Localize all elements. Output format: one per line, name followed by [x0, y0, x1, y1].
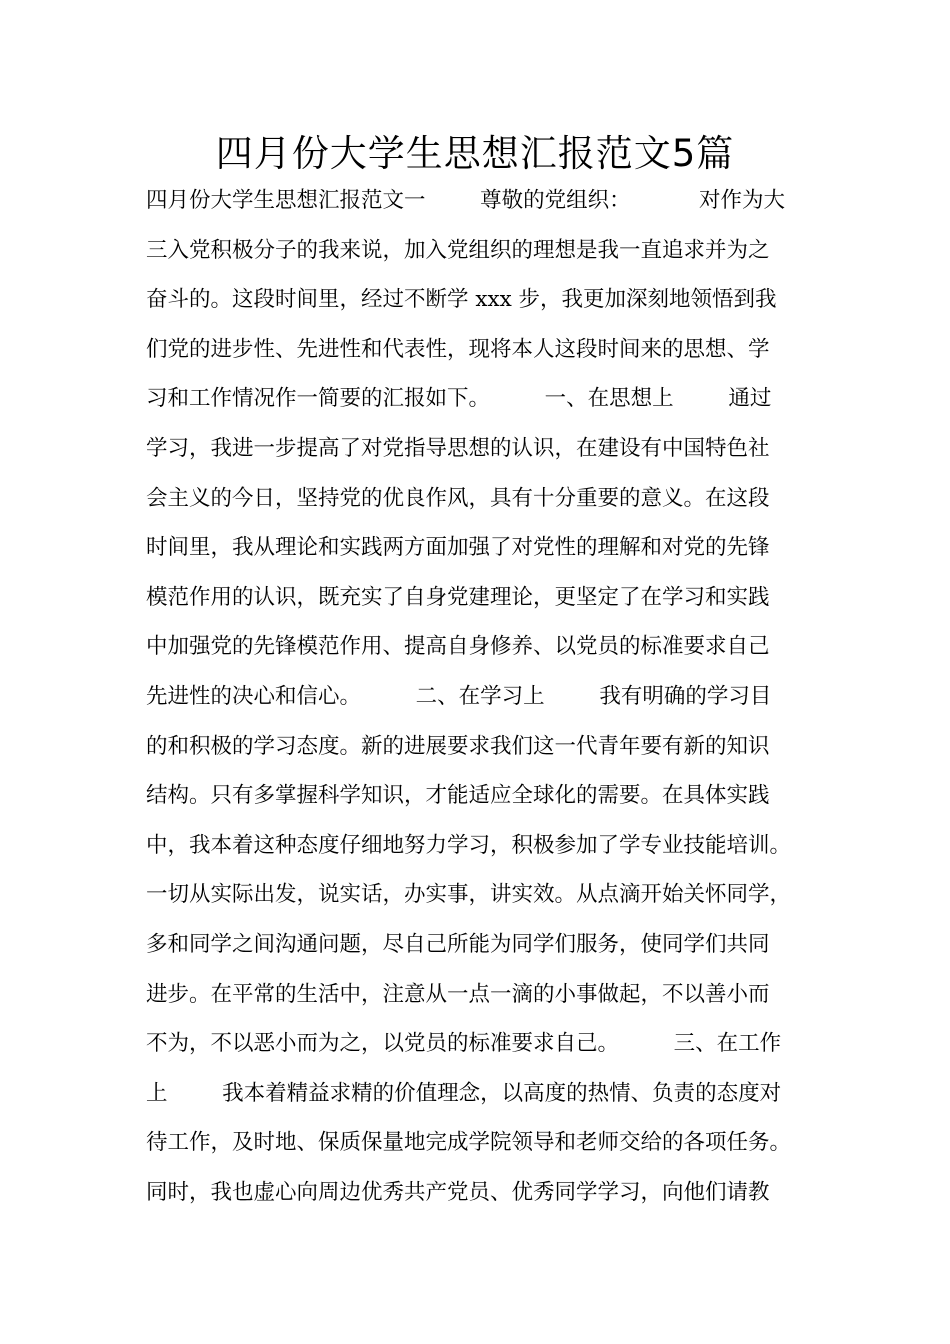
document-title: 四月份大学生思想汇报范文5篇: [215, 132, 735, 175]
body-line: 中，我本着这种态度仔细地努力学习，积极参加了学专业技能培训。: [146, 832, 792, 858]
body-line: 会主义的今日，坚持党的优良作风，具有十分重要的意义。在这段: [146, 485, 770, 511]
body-line: 待工作，及时地、保质保量地完成学院领导和老师交给的各项任务。: [146, 1130, 792, 1156]
body-line: 一切从实际出发，说实话，办实事，讲实效。从点滴开始关怀同学，: [146, 882, 792, 908]
body-line: 们党的进步性、先进性和代表性，现将本人这段时间来的思想、学: [146, 336, 770, 362]
body-line: 习和工作情况作一简要的汇报如下。 一、在思想上 通过: [146, 386, 772, 412]
body-line: 的和积极的学习态度。新的进展要求我们这一代青年要有新的知识: [146, 733, 770, 759]
body-line: 中加强党的先锋模范作用、提高自身修养、以党员的标准要求自己: [146, 634, 770, 660]
body-line: 结构。只有多掌握科学知识，才能适应全球化的需要。在具体实践: [146, 783, 770, 809]
body-line: 三入党积极分子的我来说，加入党组织的理想是我一直追求并为之: [146, 237, 770, 263]
body-line: 学习，我进一步提高了对党指导思想的认识，在建设有中国特色社: [146, 435, 770, 461]
body-line: 先进性的决心和信心。 二、在学习上 我有明确的学习目: [146, 683, 772, 709]
body-line: 模范作用的认识，既充实了自身党建理论，更坚定了在学习和实践: [146, 584, 770, 610]
body-line: 不为，不以恶小而为之，以党员的标准要求自己。 三、在工作: [146, 1031, 782, 1057]
document-body: [146, 176, 826, 1217]
body-line: 同时，我也虚心向周边优秀共产党员、优秀同学学习，向他们请教: [146, 1179, 770, 1205]
body-line: 多和同学之间沟通问题，尽自己所能为同学们服务，使同学们共同: [146, 931, 770, 957]
body-line: 上 我本着精益求精的价值理念，以高度的热情、负责的态度对: [146, 1080, 782, 1106]
body-line: 进步。在平常的生活中，注意从一点一滴的小事做起，不以善小而: [146, 981, 770, 1007]
body-line: 四月份大学生思想汇报范文一 尊敬的党组织： 对作为大: [146, 188, 786, 213]
body-line: 时间里，我从理论和实践两方面加强了对党性的理解和对党的先锋: [146, 535, 770, 561]
body-line: 奋斗的。这段时间里，经过不断学 xxx 步，我更加深刻地领悟到我: [146, 287, 777, 313]
